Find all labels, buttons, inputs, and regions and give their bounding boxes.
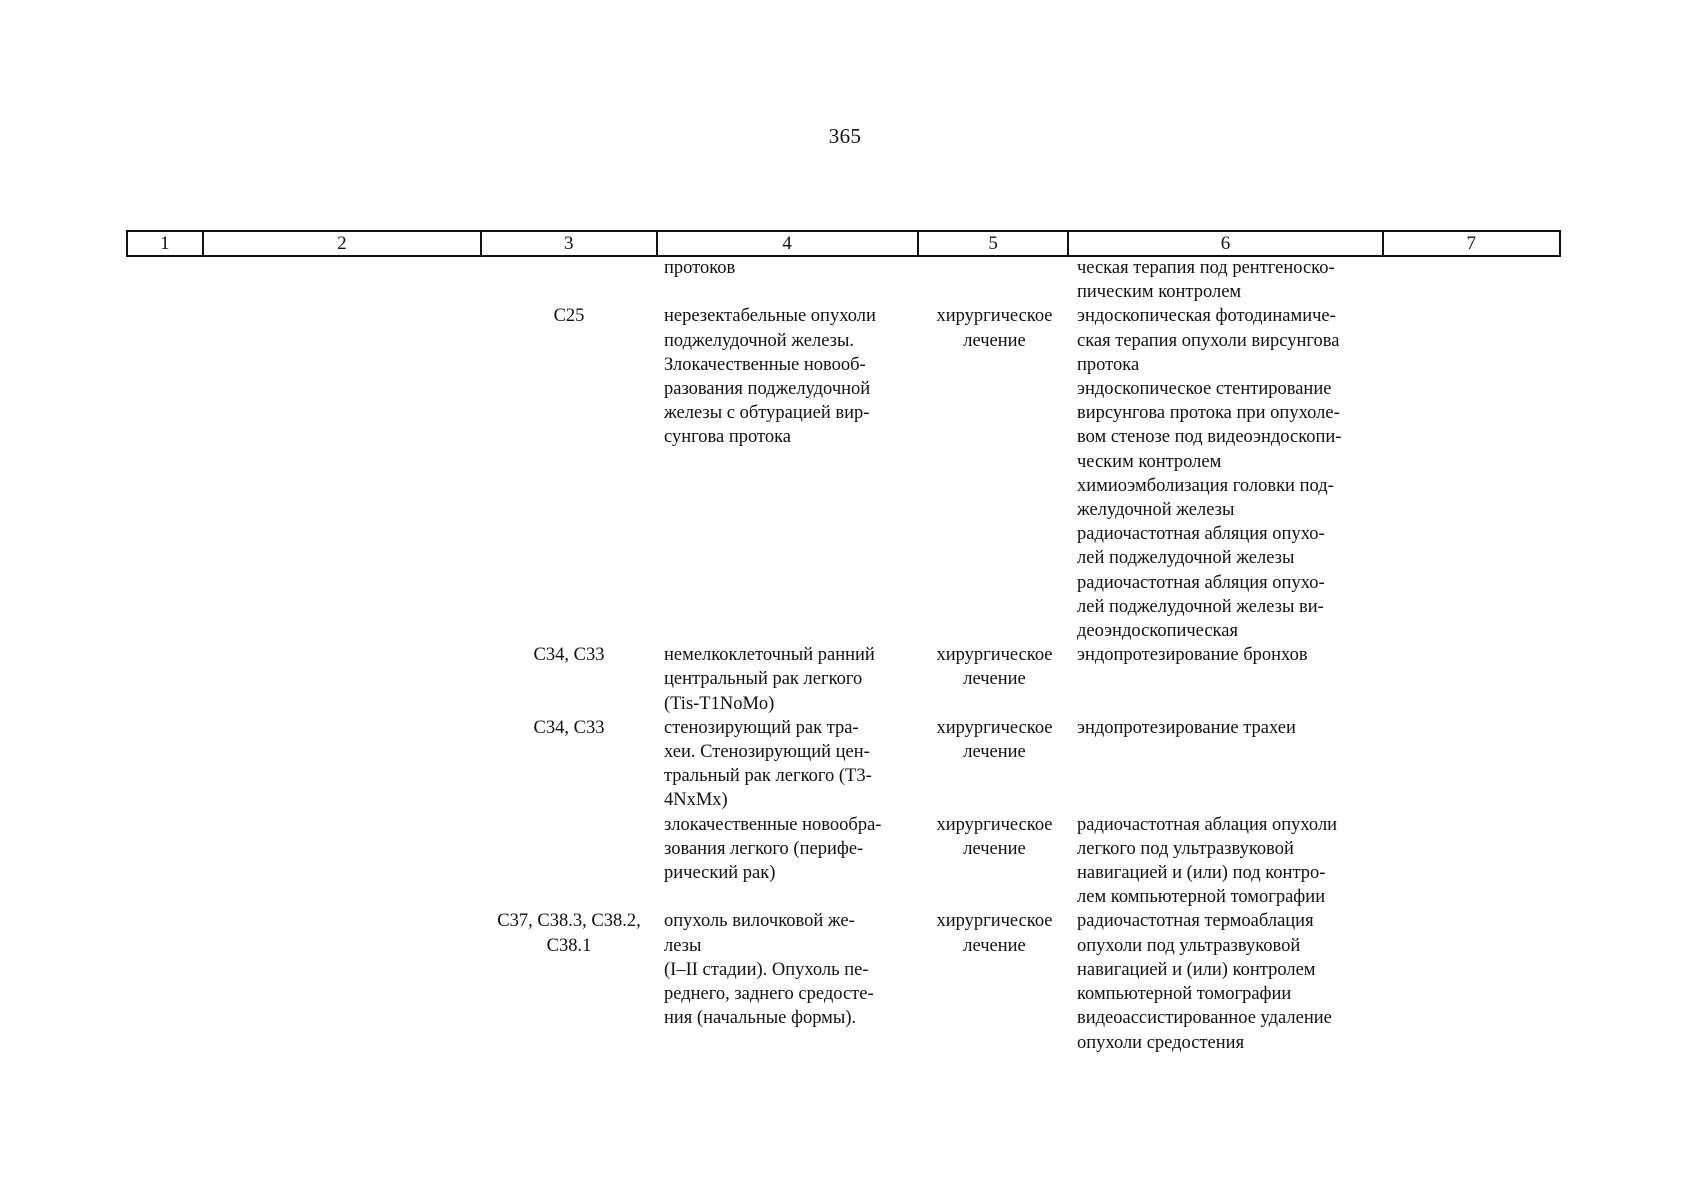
- cell-treatment-type: хирургическое лечение: [936, 911, 1053, 956]
- table-row: [126, 909, 1561, 1054]
- header-col-6: 6: [1069, 232, 1383, 255]
- cell-diagnosis: протоков: [664, 258, 736, 278]
- table-body: [126, 256, 1561, 1055]
- cell-treatment-type: хирургическое лечение: [936, 717, 1053, 763]
- cell-diagnosis: нерезектабельные опухоли поджелудочной железы. Злокачественные новооб- разования поджелудочной железы с обтурацией вир- сунгова протока: [664, 306, 876, 448]
- cell-method: ческая терапия под рентгеноско- пическим контролем: [1077, 258, 1335, 303]
- table-row: [126, 643, 1561, 716]
- cell-icd-code: С37, С38.3, С38.2, С38.1: [497, 911, 641, 956]
- header-col-1: 1: [128, 232, 204, 255]
- table-row: [126, 813, 1561, 910]
- cell-icd-code: С25: [553, 306, 585, 327]
- cell-method: радиочастотная термоаблация опухоли под ультразвуковой навигацией и (или) контролем компьютерной томографии видеоассистированное удаление опухоли средостения: [1077, 911, 1332, 1053]
- cell-treatment-type: хирургическое лечение: [936, 645, 1053, 690]
- header-col-2: 2: [204, 232, 482, 255]
- table-row: [126, 716, 1561, 813]
- header-col-7: 7: [1466, 233, 1476, 254]
- cell-method: эндопротезирование бронхов: [1077, 645, 1308, 666]
- header-col-3: 3: [482, 232, 658, 255]
- cell-diagnosis: опухоль вилочковой же- лезы (I–II стадии). Опухоль пе- реднего, заднего средосте- ния (начальные формы).: [664, 911, 874, 1029]
- cell-diagnosis: злокачественные новообра- зования легкого (перифе- рический рак): [664, 814, 882, 884]
- header-col-4: 4: [658, 232, 919, 255]
- table-row: [126, 256, 1561, 304]
- cell-icd-code: С34, С33: [533, 645, 605, 666]
- cell-treatment-type: хирургическое лечение: [936, 306, 1053, 351]
- table-header-row: [126, 230, 1561, 257]
- header-col-5: 5: [919, 232, 1070, 255]
- page-number: 365: [828, 124, 862, 148]
- cell-treatment-type: хирургическое лечение: [936, 814, 1053, 859]
- cell-icd-code: С34, С33: [533, 717, 605, 738]
- cell-method: эндопротезирование трахеи: [1077, 717, 1296, 738]
- cell-method: эндоскопическая фотодинамиче- ская терапия опухоли вирсунгова протока эндоскопическое стентирование вирсунгова протока при опухоле- вом стенозе под видеоэндоскопи- ческим контролем химиоэмболизация головки под- желудочной железы радиочастотная абляция опухо- лей поджелудочной железы радиочастотная абляция опухо- лей поджелудочной железы ви- деоэндоскопическая: [1077, 306, 1342, 642]
- cell-diagnosis: немелкоклеточный ранний центральный рак легкого (Tis-T1NoMo): [664, 645, 875, 714]
- cell-method: радиочастотная аблация опухоли легкого под ультразвуковой навигацией и (или) под контро- лем компьютерной томографии: [1077, 814, 1338, 908]
- table-row: [126, 304, 1561, 643]
- cell-diagnosis: стенозирующий рак тра- хеи. Стенозирующий цен- тральный рак легкого (Т3- 4NxMx): [664, 717, 872, 811]
